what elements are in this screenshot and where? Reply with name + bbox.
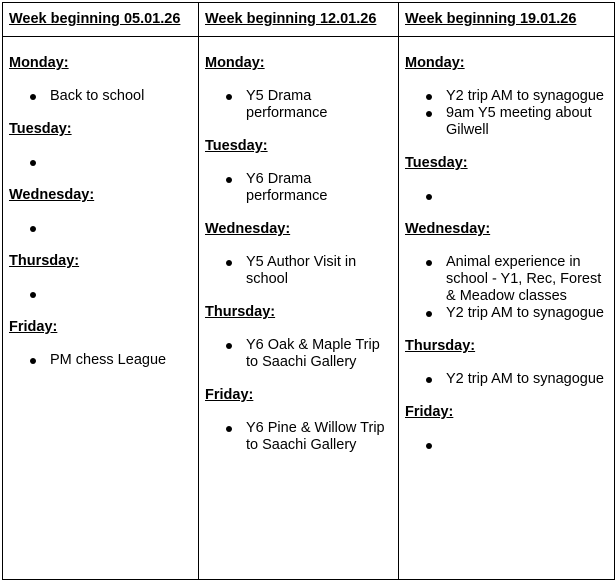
event-list	[9, 220, 192, 237]
event-item: Y6 Pine & Willow Trip to Saachi Gallery	[205, 420, 392, 454]
event-item: Y2 trip AM to synagogue	[405, 305, 608, 322]
event-list	[405, 188, 608, 205]
event-item: Y2 trip AM to synagogue	[405, 371, 608, 388]
day-heading-monday: Monday:	[405, 55, 465, 71]
week-column-1	[3, 37, 199, 580]
event-item: Back to school	[9, 88, 192, 105]
empty-event-item	[9, 154, 192, 171]
event-item: Y6 Drama performance	[205, 171, 392, 205]
event-list	[9, 88, 192, 105]
day-heading-tuesday: Tuesday:	[405, 155, 468, 171]
event-list	[9, 352, 192, 369]
event-item: PM chess League	[9, 352, 192, 369]
day-heading-wednesday: Wednesday:	[205, 221, 291, 237]
event-item: Y5 Drama performance	[205, 88, 392, 122]
weekly-schedule-table	[2, 2, 615, 580]
week-header-3: Week beginning 19.01.26	[399, 3, 615, 37]
event-item: Y6 Oak & Maple Trip to Saachi Gallery	[205, 337, 392, 371]
event-list	[205, 254, 392, 288]
header-row	[3, 3, 615, 37]
day-heading-thursday: Thursday:	[405, 338, 476, 354]
day-heading-wednesday: Wednesday:	[9, 187, 95, 203]
event-list	[205, 420, 392, 454]
empty-event-item	[9, 220, 192, 237]
week-header-1: Week beginning 05.01.26	[3, 3, 199, 37]
event-list	[405, 254, 608, 322]
event-list	[405, 88, 608, 139]
day-heading-monday: Monday:	[205, 55, 265, 71]
event-item: Y5 Author Visit in school	[205, 254, 392, 288]
event-list	[405, 437, 608, 454]
day-heading-monday: Monday:	[9, 55, 69, 71]
event-list	[205, 171, 392, 205]
day-heading-friday: Friday:	[405, 404, 454, 420]
day-heading-thursday: Thursday:	[205, 304, 276, 320]
week-column-2	[199, 37, 399, 580]
day-heading-wednesday: Wednesday:	[405, 221, 491, 237]
event-list	[205, 337, 392, 371]
day-heading-thursday: Thursday:	[9, 253, 80, 269]
day-heading-friday: Friday:	[9, 319, 58, 335]
day-heading-friday: Friday:	[205, 387, 254, 403]
event-item: Animal experience in school - Y1, Rec, Forest & Meadow classes	[405, 254, 608, 305]
event-item: 9am Y5 meeting about Gilwell	[405, 105, 608, 139]
event-list	[9, 286, 192, 303]
day-heading-tuesday: Tuesday:	[205, 138, 268, 154]
empty-event-item	[9, 286, 192, 303]
body-row	[3, 37, 615, 580]
empty-event-item	[405, 437, 608, 454]
empty-event-item	[405, 188, 608, 205]
event-item: Y2 trip AM to synagogue	[405, 88, 608, 105]
event-list	[9, 154, 192, 171]
week-column-3	[399, 37, 615, 580]
event-list	[405, 371, 608, 388]
day-heading-tuesday: Tuesday:	[9, 121, 72, 137]
week-header-2: Week beginning 12.01.26	[199, 3, 399, 37]
event-list	[205, 88, 392, 122]
